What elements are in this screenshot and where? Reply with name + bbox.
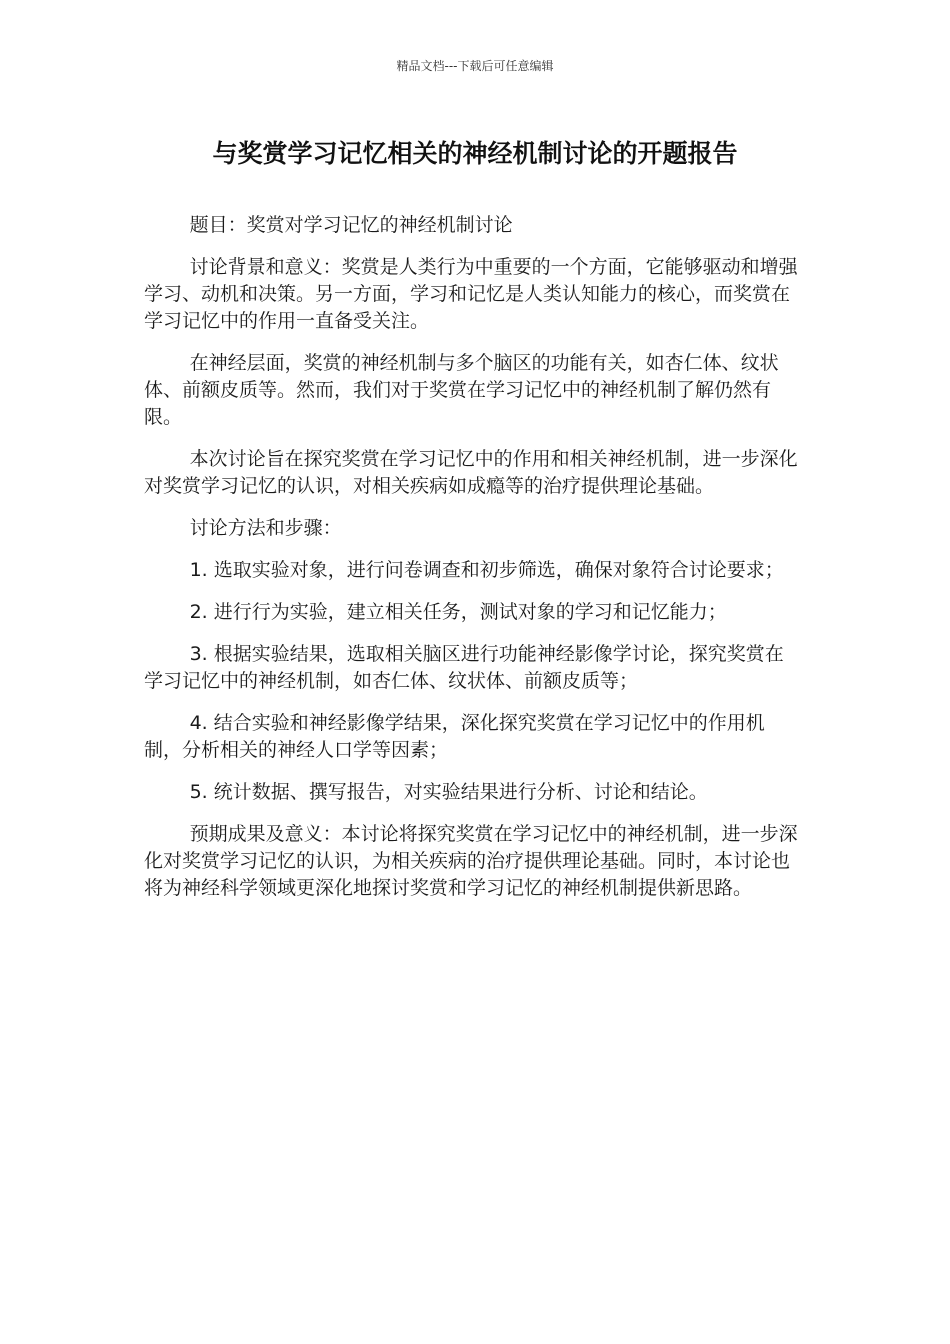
paragraph-methods-heading: 讨论方法和步骤： (189, 517, 342, 539)
document-title: 与奖赏学习记忆相关的神经机制讨论的开题报告 (212, 139, 738, 168)
paragraph-expected-results: 预期成果及意义：本讨论将探究奖赏在学习记忆中的神经机制，进一步深化对奖赏学习记忆的认识，为相关疾病的治疗提供理论基础。同时，本讨论也将为神经科学领域更深化地探讨奖赏和学习记忆的神经机制提供新思路。 (144, 823, 798, 899)
paragraph-step-3: 3. 根据实验结果，选取相关脑区进行功能神经影像学讨论，探究奖赏在学习记忆中的神经机制，如杏仁体、纹状体、前额皮质等； (144, 643, 784, 692)
paragraph-neural-level: 在神经层面，奖赏的神经机制与多个脑区的功能有关，如杏仁体、纹状体、前额皮质等。然而，我们对于奖赏在学习记忆中的神经机制了解仍然有限。 (144, 352, 779, 428)
paragraph-step-2: 2. 进行行为实验，建立相关任务，测试对象的学习和记忆能力； (189, 601, 727, 623)
paragraph-step-5: 5. 统计数据、撰写报告，对实验结果进行分析、讨论和结论。 (189, 781, 708, 803)
header-note: 精品文档---下载后可任意编辑 (396, 59, 554, 73)
paragraph-step-1: 1. 选取实验对象，进行问卷调查和初步筛选，确保对象符合讨论要求； (189, 559, 784, 581)
paragraph-background: 讨论背景和意义：奖赏是人类行为中重要的一个方面，它能够驱动和增强学习、动机和决策。另一方面，学习和记忆是人类认知能力的核心，而奖赏在学习记忆中的作用一直备受关注。 (144, 256, 798, 332)
paragraph-step-4: 4. 结合实验和神经影像学结果，深化探究奖赏在学习记忆中的作用机制，分析相关的神经人口学等因素； (144, 712, 765, 761)
paragraph-topic: 题目：奖赏对学习记忆的神经机制讨论 (189, 214, 513, 236)
paragraph-purpose: 本次讨论旨在探究奖赏在学习记忆中的作用和相关神经机制，进一步深化对奖赏学习记忆的认识，对相关疾病如成瘾等的治疗提供理论基础。 (144, 448, 798, 497)
document-body (144, 212, 799, 917)
